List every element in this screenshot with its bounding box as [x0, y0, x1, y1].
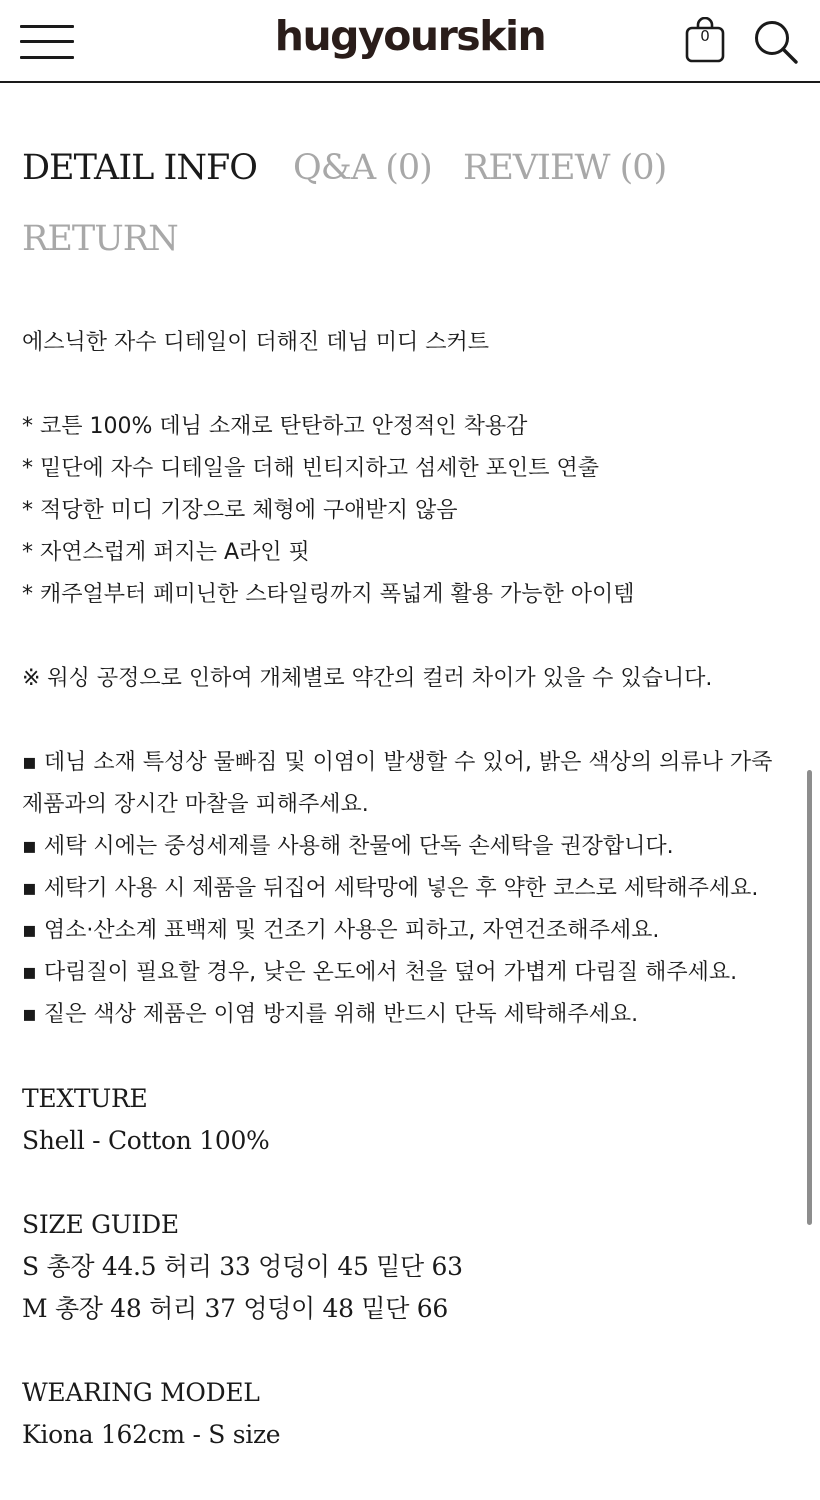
menu-bar	[20, 25, 74, 28]
texture-value: Shell - Cotton 100%	[22, 1126, 270, 1155]
menu-bar	[20, 56, 74, 59]
wearing-model-heading: WEARING MODEL	[22, 1378, 260, 1407]
cart-count-badge: 0	[700, 27, 710, 45]
search-icon	[753, 19, 799, 65]
scrollbar-thumb[interactable]	[807, 770, 812, 1225]
tab-qna[interactable]: Q&A (0)	[293, 148, 432, 188]
site-logo[interactable]: hugyourskin	[274, 12, 546, 60]
care-item: ▪ 염소·산소계 표백제 및 건조기 사용은 피하고, 자연건조해주세요.	[22, 918, 660, 943]
hamburger-menu-icon[interactable]	[20, 23, 74, 61]
feature-item: * 캐주얼부터 페미닌한 스타일링까지 폭넓게 활용 가능한 아이템	[22, 582, 635, 607]
menu-bar	[20, 40, 74, 43]
feature-item: * 적당한 미디 기장으로 체형에 구애받지 않음	[22, 498, 458, 523]
care-item: ▪ 짙은 색상 제품은 이염 방지를 위해 반드시 단독 세탁해주세요.	[22, 1002, 639, 1027]
search-button[interactable]	[753, 19, 799, 65]
feature-item: * 밑단에 자수 디테일을 더해 빈티지하고 섬세한 포인트 연출	[22, 456, 599, 481]
feature-item: * 자연스럽게 퍼지는 A라인 핏	[22, 540, 310, 565]
tab-detail-info[interactable]: DETAIL INFO	[22, 148, 257, 188]
care-item: ▪ 데님 소재 특성상 물빠짐 및 이염이 발생할 수 있어, 밝은 색상의 의류나 가죽	[22, 750, 773, 775]
site-header	[0, 0, 820, 83]
size-guide-heading: SIZE GUIDE	[22, 1210, 179, 1239]
tab-review[interactable]: REVIEW (0)	[463, 148, 667, 188]
product-intro: 에스닉한 자수 디테일이 더해진 데님 미디 스커트	[22, 330, 490, 355]
care-item: ▪ 세탁기 사용 시 제품을 뒤집어 세탁망에 넣은 후 약한 코스로 세탁해주세요.	[22, 876, 759, 901]
feature-item: * 코튼 100% 데님 소재로 탄탄하고 안정적인 착용감	[22, 414, 528, 439]
detail-info-content	[22, 322, 802, 1456]
cart-button[interactable]	[684, 17, 726, 63]
care-item: 제품과의 장시간 마찰을 피해주세요.	[22, 792, 369, 817]
size-row: M 총장 48 허리 37 엉덩이 48 밑단 66	[22, 1294, 448, 1323]
washing-notice: ※ 워싱 공정으로 인하여 개체별로 약간의 컬러 차이가 있을 수 있습니다.	[22, 666, 713, 691]
care-item: ▪ 세탁 시에는 중성세제를 사용해 찬물에 단독 손세탁을 권장합니다.	[22, 834, 674, 859]
texture-heading: TEXTURE	[22, 1084, 148, 1113]
wearing-model-value: Kiona 162cm - S size	[22, 1420, 281, 1449]
care-item: ▪ 다림질이 필요할 경우, 낮은 온도에서 천을 덮어 가볍게 다림질 해주세요.	[22, 960, 738, 985]
size-row: S 총장 44.5 허리 33 엉덩이 45 밑단 63	[22, 1252, 463, 1281]
tab-return[interactable]: RETURN	[22, 219, 178, 259]
